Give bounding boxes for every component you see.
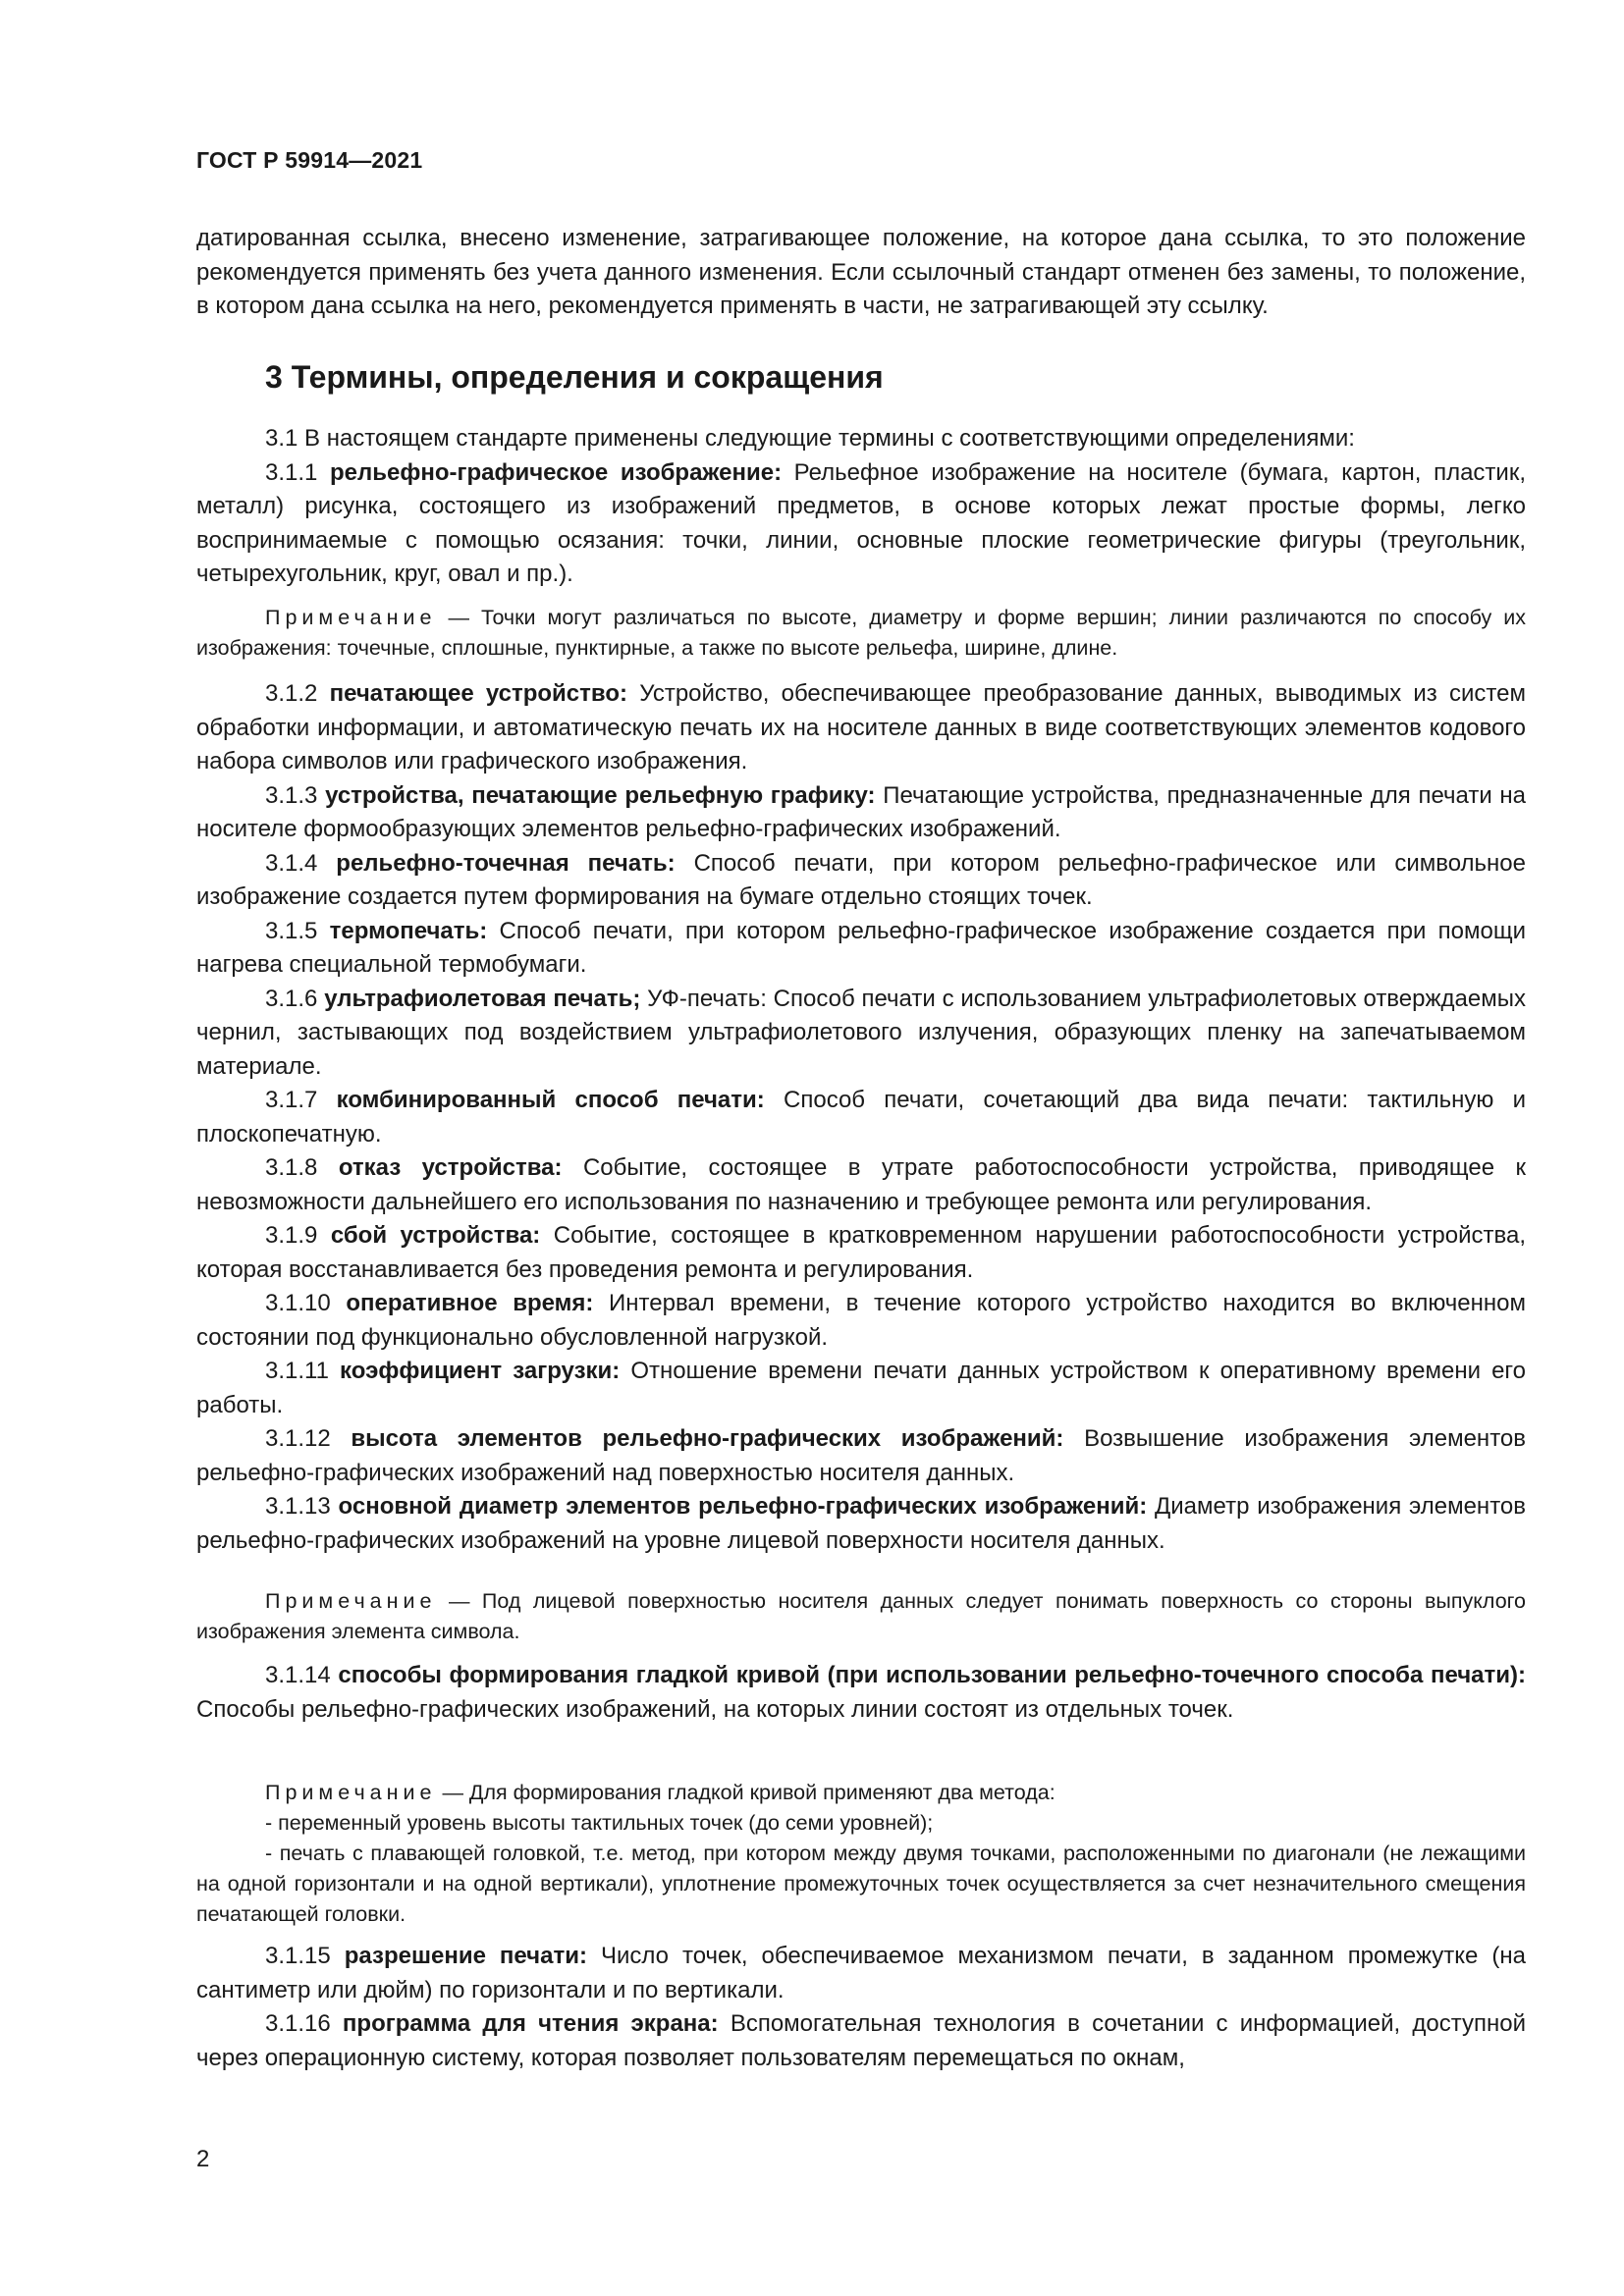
term-name: комбинированный способ печати:: [336, 1087, 765, 1113]
section-title: 3 Термины, определения и сокращения: [265, 359, 884, 395]
term-3-1-15: [196, 1940, 1526, 2007]
term-number: 3.1.2: [265, 680, 318, 707]
note-dash: —: [448, 606, 469, 629]
term-name: разрешение печати:: [344, 1943, 587, 1969]
term-number: 3.1.8: [265, 1154, 318, 1181]
term-definition: Интервал времени, в течение которого устройство находится во включенном состоянии под функционально обусловленной нагрузкой.: [196, 1290, 1526, 1351]
term-3-1-2: [196, 677, 1526, 779]
note-label: Примечание: [265, 606, 437, 629]
term-name: ультрафиолетовая печать;: [324, 985, 641, 1012]
term-number: 3.1.4: [265, 849, 318, 877]
term-3-1-4: [196, 847, 1526, 915]
term-definition: Способ печати, при котором рельефно-графическое или символьное изображение создается путем формирования на бумаге отдельно стоящих точек.: [196, 849, 1526, 910]
term-name: отказ устройства:: [338, 1154, 563, 1181]
term-3-1-13: [196, 1490, 1526, 1558]
term-3-1-12: [196, 1422, 1526, 1490]
term-definition: Способ печати, сочетающий два вида печати: тактильную и плоскопечатную.: [196, 1087, 1527, 1148]
term-3-1-16: [196, 2007, 1526, 2075]
term-number: 3.1.5: [265, 917, 318, 944]
note-label: Примечание: [265, 1781, 437, 1804]
term-number: 3.1.15: [265, 1943, 331, 1969]
note-dash: —: [448, 1589, 470, 1613]
term-3-1-7: [196, 1084, 1526, 1151]
term-3-1-10: [196, 1287, 1526, 1355]
term-definition: Событие, состоящее в утрате работоспособности устройства, приводящее к невозможности дальнейшего его использования по назначению и требующее ремонта или регулирования.: [196, 1154, 1527, 1215]
term-name: оперативное время:: [346, 1290, 594, 1316]
term-3-1-11: [196, 1355, 1526, 1422]
note-text: Для формирования гладкой кривой применяют два метода:: [468, 1781, 1056, 1804]
term-name: основной диаметр элементов рельефно-графических изображений:: [338, 1493, 1148, 1520]
term-number: 3.1.13: [265, 1493, 331, 1520]
note-3-intro: [196, 1778, 1526, 1808]
note-text: Точки могут различаться по высоте, диаметру и форме вершин; линии различаются по способу их изображения: точечные, сплошные, пунктирные, а также по высоте рельефа, ширине, длине.: [196, 606, 1526, 660]
term-name: рельефно-точечная печать:: [336, 849, 676, 877]
term-number: 3.1.11: [265, 1358, 329, 1384]
term-name: термопечать:: [329, 917, 488, 944]
term-definition: Способ печати, при котором рельефно-графическое изображение создается при помощи нагрева специальной термобумаги.: [196, 917, 1527, 978]
term-number: 3.1.6: [265, 985, 318, 1012]
note-label: Примечание: [265, 1589, 437, 1613]
term-number: 3.1.12: [265, 1425, 331, 1452]
term-definition: Диаметр изображения элементов рельефно-графических изображений на уровне лицевой поверхности носителя данных.: [196, 1493, 1527, 1554]
term-3-1-1: [196, 456, 1526, 592]
document-header: ГОСТ Р 59914—2021: [196, 147, 423, 173]
term-definition: Устройство, обеспечивающее преобразование данных, выводимых из систем обработки информации, и автоматическую печать их на носителе данных в виде соответствующих элементов кодового набора символов или графического изображения.: [196, 680, 1526, 774]
terms-block-4: [196, 1940, 1526, 2075]
term-3-1-6: [196, 983, 1526, 1085]
term-3-1-5: [196, 915, 1526, 983]
term-definition: Рельефное изображение на носителе (бумага, картон, пластик, металл) рисунка, состоящего из изображений предметов, в основе которых лежат простые формы, легко воспринимаемые с помощью осязания: точки, линии, основные плоские геометрические фигуры (треугольник, четырехугольник, круг, овал и пр.).: [196, 458, 1526, 587]
term-name: программа для чтения экрана:: [342, 2010, 719, 2037]
note-block-1: [196, 603, 1526, 664]
note-3-item-2: - печать с плавающей головкой, т.е. метод, при котором между двумя точками, расположенными по диагонали (не лежащими на одной горизонтали и на одной вертикали), уплотнение промежуточных точек осуществляется за счет незначительного смещения печатающей головки.: [196, 1842, 1526, 1926]
note-block-3: [196, 1778, 1526, 1930]
page-number: 2: [196, 2146, 210, 2172]
term-definition: Событие, состоящее в кратковременном нарушении работоспособности устройства, которая восстанавливается без проведения ремонта и регулирования.: [196, 1222, 1527, 1283]
note-2: [196, 1586, 1526, 1647]
term-number: 3.1.1: [265, 458, 318, 486]
note-dash: —: [442, 1781, 463, 1804]
intro-paragraph: [196, 222, 1526, 324]
intro-text: датированная ссылка, внесено изменение, затрагивающее положение, на которое дана ссылка, то это положение рекомендуется применять без учета данного изменения. Если ссылочный стандарт отменен без замены, то положение, в котором дана ссылка на него, рекомендуется применять в части, не затрагивающей эту ссылку.: [196, 225, 1526, 319]
term-name: устройства, печатающие рельефную графику:: [325, 781, 876, 809]
term-definition: Число точек, обеспечиваемое механизмом печати, в заданном промежутке (на сантиметр или дюйм) по горизонтали и по вертикали.: [196, 1943, 1526, 2003]
term-3-1-9: [196, 1219, 1526, 1287]
note-3-item-1: - переменный уровень высоты тактильных точек (до семи уровней);: [265, 1811, 934, 1835]
term-name: рельефно-графическое изображение:: [329, 458, 783, 486]
term-definition: Отношение времени печати данных устройством к оперативному времени его работы.: [196, 1358, 1527, 1418]
terms-block-3: [196, 1659, 1526, 1727]
term-name: способы формирования гладкой кривой (при использовании рельефно-точечного способа печати):: [338, 1662, 1526, 1688]
term-definition: Способы рельефно-графических изображений, на которых линии состоят из отдельных точек.: [196, 1695, 1234, 1723]
term-name: печатающее устройство:: [329, 680, 627, 707]
term-3-1-8: [196, 1151, 1526, 1219]
note-1: [196, 603, 1526, 664]
section-3: [196, 359, 1526, 396]
term-name: коэффициент загрузки:: [340, 1358, 621, 1384]
term-number: 3.1.10: [265, 1290, 331, 1316]
term-number: 3.1.3: [265, 781, 318, 809]
term-3-1-14: [196, 1659, 1526, 1727]
section-lead: 3.1 В настоящем стандарте применены следующие термины с соответствующими определениями:: [265, 425, 1355, 452]
term-name: сбой устройства:: [330, 1222, 541, 1249]
terms-block-2: [196, 677, 1526, 1558]
term-number: 3.1.16: [265, 2010, 331, 2037]
term-number: 3.1.9: [265, 1222, 318, 1249]
term-number: 3.1.14: [265, 1662, 331, 1688]
term-3-1-3: [196, 779, 1526, 847]
term-definition: УФ-печать: Способ печати с использованием ультрафиолетовых отверждаемых чернил, застывающих под воздействием ультрафиолетового излучения, образующих пленку на запечатываемом материале.: [196, 985, 1526, 1080]
term-number: 3.1.7: [265, 1087, 318, 1113]
term-name: высота элементов рельефно-графических изображений:: [351, 1425, 1064, 1452]
note-text: Под лицевой поверхностью носителя данных следует понимать поверхность со стороны выпуклого изображения элемента символа.: [196, 1589, 1526, 1643]
term-definition: Возвышение изображения элементов рельефно-графических изображений над поверхностью носителя данных.: [196, 1425, 1527, 1486]
terms-block-1: [196, 422, 1526, 592]
term-definition: Печатающие устройства, предназначенные для печати на носителе формообразующих элементов рельефно-графических изображений.: [196, 781, 1527, 842]
note-block-2: [196, 1586, 1526, 1647]
term-definition: Вспомогательная технология в сочетании с информацией, доступной через операционную систему, которая позволяет пользователям перемещаться по окнам,: [196, 2010, 1527, 2071]
